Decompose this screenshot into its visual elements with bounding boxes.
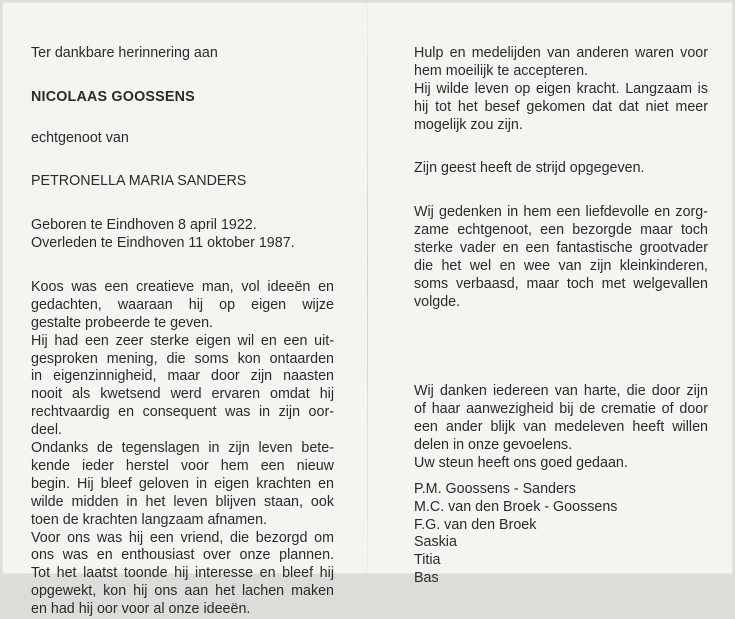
text-line: kende ieder herstel voor hem een nieuw (31, 457, 334, 474)
text-line: en had hij oor voor al onze ideeën. (31, 601, 251, 618)
paragraph-spirit: Zijn geest heeft de strijd opgegeven. (414, 160, 645, 177)
text-line: deel. (31, 422, 63, 439)
signatory: P.M. Goossens - Sanders (414, 480, 576, 497)
paragraph-thanks (414, 383, 708, 473)
text-line: opgewekt, kon hij ons aan het lachen maken (31, 583, 334, 600)
text-line: Uw steun heeft ons goed gedaan. (414, 454, 628, 471)
text-line: hem moeilijk te accepteren. (414, 62, 589, 79)
text-line: Hij wilde leven op eigen kracht. Langzaam is (414, 80, 708, 97)
paragraph-remembrance (414, 204, 708, 311)
text-line: sterke vader en een fantastische grootvader (414, 240, 708, 257)
text-line: een ander blijk van medeleven heeft willen (414, 419, 708, 436)
text-line: mogelijk zou zijn. (414, 116, 523, 133)
text-line: Hij had een zeer sterke eigen wil en een uit- (31, 332, 334, 349)
text-line: gedachten, waaraan hij op eigen wijze (31, 296, 334, 313)
text-line: begin. Hij bleef geloven in eigen krachten en (31, 475, 334, 492)
text-line: die het wel en wee van zijn kleinkinderen, (414, 257, 708, 274)
right-column (414, 45, 708, 588)
signatory: Titia (414, 552, 441, 569)
text-line: Voor ons was hij een vriend, die bezorgd om (31, 529, 334, 546)
signatory: F.G. van den Broek (414, 516, 537, 533)
left-column (31, 45, 334, 619)
birth-date: Geboren te Eindhoven 8 april 1922. (31, 217, 257, 234)
tribute-paragraph (31, 279, 334, 619)
signatories-list (414, 481, 708, 588)
text-line: Wij gedenken in hem een liefdevolle en zorg- (414, 204, 708, 221)
text-line: rechtvaardig en consequent was in zijn oor- (31, 404, 334, 421)
text-line: nooit als kwetsend werd ervaren omdat hij (31, 386, 334, 403)
text-line: toen de krachten langzaam afnamen. (31, 511, 268, 528)
text-line: soms verbaasd, maar toch met welgevallen (414, 275, 708, 292)
deceased-name: NICOLAAS GOOSSENS (31, 88, 195, 105)
intro-text: Ter dankbare herinnering aan (31, 45, 218, 61)
spouse-name: PETRONELLA MARIA SANDERS (31, 173, 247, 190)
signatory: Bas (414, 570, 439, 587)
text-line: gestalte probeerde te geven. (31, 314, 214, 331)
text-line: delen in onze gevoelens. (414, 436, 573, 453)
text-line: ons was en enthousiast over onze plannen. (31, 547, 334, 564)
text-line: Tot het laatst toonde hij interesse en bleef hij (31, 565, 334, 582)
paragraph-help (414, 45, 708, 135)
signatory: M.C. van den Broek - Goossens (414, 498, 618, 515)
text-line: Wij danken iedereen van harte, die door zijn (414, 383, 708, 400)
text-line: of haar aanwezigheid bij de crematie of door (414, 401, 708, 418)
text-line: volgde. (414, 293, 461, 310)
text-line: Ondanks de tegenslagen in zijn leven bete- (31, 440, 334, 457)
text-line: hij tot het besef gekomen dat dat niet meer (414, 98, 708, 115)
relation-text: echtgenoot van (31, 129, 129, 146)
text-line: Koos was een creatieve man, vol ideeën en (31, 278, 334, 295)
text-line: gesproken mening, die soms kon ontaarden (31, 350, 334, 367)
text-line: wilde midden in het leven blijven staan, ook (31, 493, 334, 510)
death-date: Overleden te Eindhoven 11 oktober 1987. (31, 235, 295, 252)
text-line: Hulp en medelijden van anderen waren voor (414, 45, 708, 61)
text-line: in eigenzinnigheid, maar door zijn naasten (31, 368, 334, 385)
card-fold-line (367, 3, 368, 573)
text-line: zame echtgenoot, een bezorgde maar toch (414, 222, 708, 239)
signatory: Saskia (414, 534, 457, 551)
